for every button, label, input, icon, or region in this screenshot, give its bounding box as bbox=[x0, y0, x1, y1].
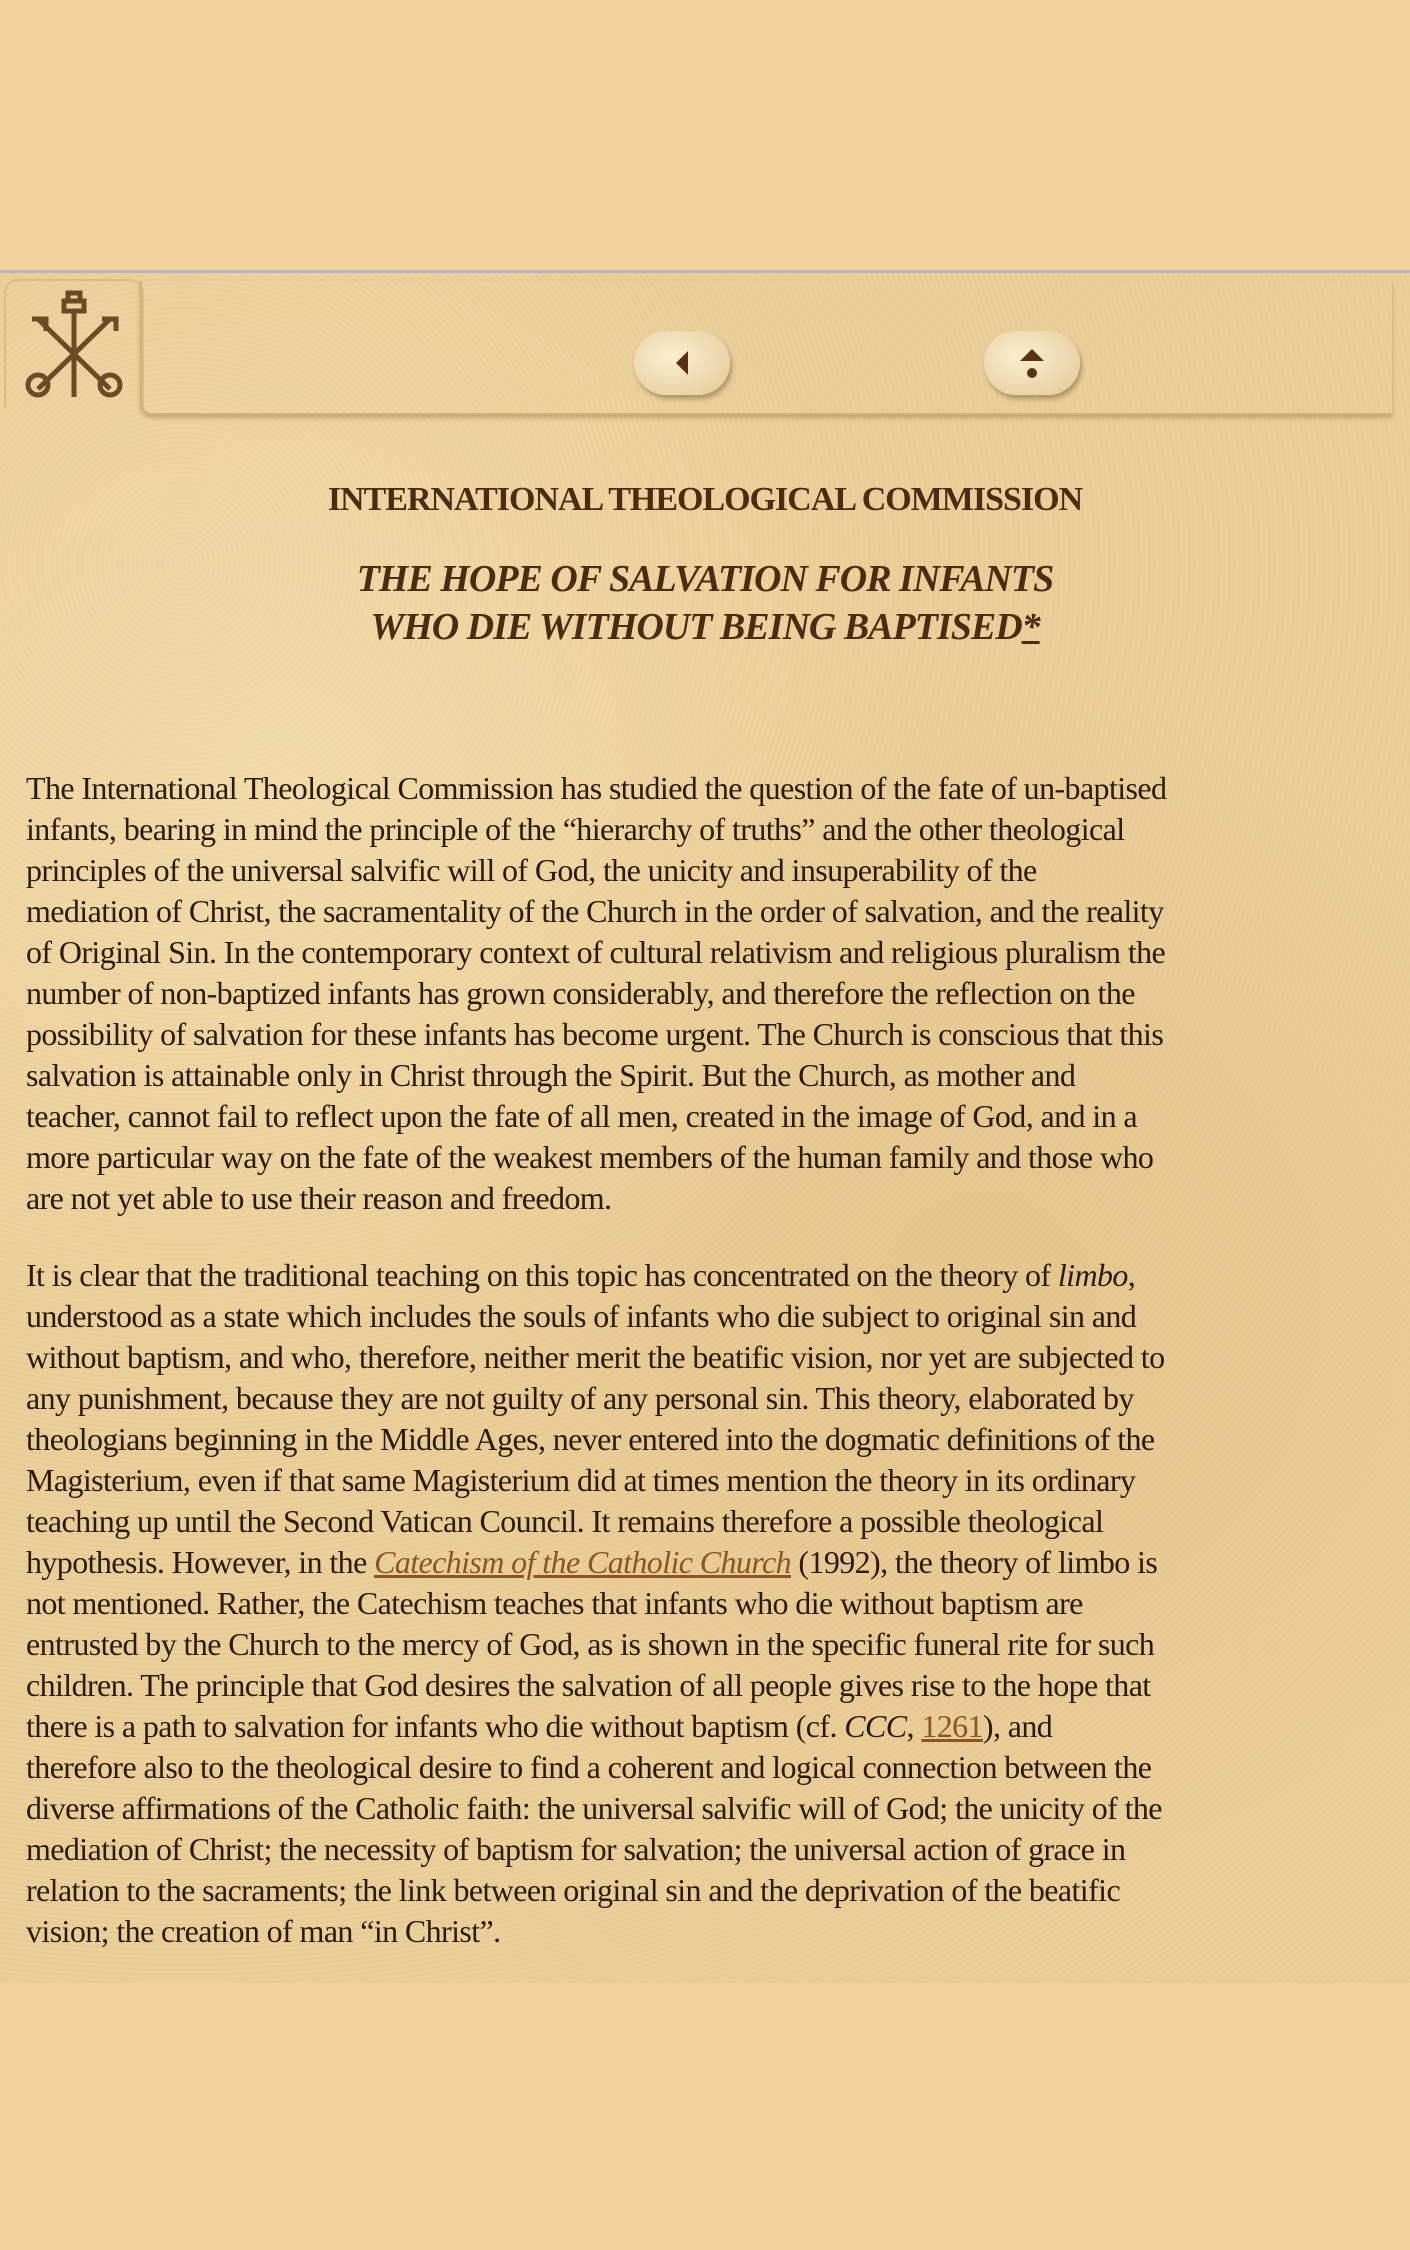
text-line bbox=[26, 1706, 1396, 1747]
ccc-1261-link[interactable]: 1261 bbox=[921, 1708, 983, 1744]
text-line: The International Theological Commission has studied the question of the fate of un-baptised bbox=[26, 770, 1167, 806]
text-line: possibility of salvation for these infants has become urgent. The Church is conscious that this bbox=[26, 1016, 1164, 1052]
text-line: therefore also to the theological desire to find a coherent and logical connection between the bbox=[26, 1749, 1152, 1785]
paragraph-2 bbox=[26, 1255, 1396, 1952]
text-line: without baptism, and who, therefore, neither merit the beatific vision, nor yet are subjected to bbox=[26, 1339, 1165, 1375]
catechism-link[interactable] bbox=[374, 1544, 791, 1580]
text: (1992), the theory of limbo is bbox=[791, 1544, 1158, 1580]
text-line: not mentioned. Rather, the Catechism teaches that infants who die without baptism are bbox=[26, 1585, 1083, 1621]
left-triangle-icon bbox=[672, 349, 692, 377]
text-line: diverse affirmations of the Catholic faith: the universal salvific will of God; the unicity of the bbox=[26, 1790, 1162, 1826]
text-line bbox=[26, 1255, 1396, 1296]
text-line: Magisterium, even if that same Magisterium did at times mention the theory in its ordinary bbox=[26, 1462, 1136, 1498]
text-line: theologians beginning in the Middle Ages, never entered into the dogmatic definitions of the bbox=[26, 1421, 1155, 1457]
text-line: children. The principle that God desires the salvation of all people gives rise to the hope that bbox=[26, 1667, 1151, 1703]
up-button[interactable] bbox=[984, 331, 1080, 395]
papal-keys-emblem-icon bbox=[18, 289, 130, 401]
text-line: number of non-baptized infants has grown considerably, and therefore the reflection on the bbox=[26, 975, 1135, 1011]
back-button[interactable] bbox=[634, 331, 730, 395]
document-title-line-2 bbox=[0, 605, 1410, 649]
document-page bbox=[0, 270, 1410, 1983]
text: It is clear that the traditional teaching on this topic has concentrated on the theory of bbox=[26, 1257, 1058, 1293]
text-line: of Original Sin. In the contemporary context of cultural relativism and religious pluralism the bbox=[26, 934, 1166, 970]
limbo-term: limbo bbox=[1057, 1257, 1128, 1293]
text: ), and bbox=[982, 1708, 1053, 1744]
text-line: relation to the sacraments; the link between original sin and the deprivation of the beatific bbox=[26, 1872, 1121, 1908]
paragraph-1 bbox=[26, 768, 1396, 1219]
text: , bbox=[906, 1708, 922, 1744]
text-line: mediation of Christ, the sacramentality of the Church in the order of salvation, and the reality bbox=[26, 893, 1164, 929]
text-line: principles of the universal salvific will of God, the unicity and insuperability of the bbox=[26, 852, 1037, 888]
text-line: understood as a state which includes the souls of infants who die subject to original sin and bbox=[26, 1298, 1137, 1334]
holy-see-logo[interactable] bbox=[4, 279, 144, 409]
up-arrow-icon bbox=[1018, 345, 1046, 381]
text-line: entrusted by the Church to the mercy of God, as is shown in the specific funeral rite for such bbox=[26, 1626, 1155, 1662]
text-line: salvation is attainable only in Christ through the Spirit. But the Church, as mother and bbox=[26, 1057, 1076, 1093]
ccc-abbrev: CCC bbox=[844, 1708, 907, 1744]
title-text: WHO DIE WITHOUT BEING BAPTISED bbox=[370, 606, 1022, 648]
text-line bbox=[26, 1542, 1396, 1583]
text-line: any punishment, because they are not guilty of any personal sin. This theory, elaborated by bbox=[26, 1380, 1134, 1416]
text-line: teaching up until the Second Vatican Council. It remains therefore a possible theological bbox=[26, 1503, 1104, 1539]
text: hypothesis. However, in the bbox=[26, 1544, 375, 1580]
footnote-link[interactable]: * bbox=[1021, 606, 1040, 648]
navigation-bar bbox=[140, 281, 1392, 415]
text-line: vision; the creation of man “in Christ”. bbox=[26, 1913, 501, 1949]
text-line: are not yet able to use their reason and freedom. bbox=[26, 1180, 612, 1216]
text-line: teacher, cannot fail to reflect upon the fate of all men, created in the image of God, and in a bbox=[26, 1098, 1137, 1134]
catechism-link-text: Catechism of the Catholic Church bbox=[374, 1544, 791, 1580]
text: there is a path to salvation for infants who die without baptism (cf. bbox=[26, 1708, 845, 1744]
document-title-line-1: THE HOPE OF SALVATION FOR INFANTS bbox=[356, 558, 1054, 600]
text-line: more particular way on the fate of the weakest members of the human family and those who bbox=[26, 1139, 1154, 1175]
text: , bbox=[1127, 1257, 1136, 1293]
text-line: mediation of Christ; the necessity of baptism for salvation; the universal action of grace in bbox=[26, 1831, 1126, 1867]
text-line: infants, bearing in mind the principle of the “hierarchy of truths” and the other theological bbox=[26, 811, 1125, 847]
organization-heading: INTERNATIONAL THEOLOGICAL COMMISSION bbox=[327, 481, 1083, 518]
